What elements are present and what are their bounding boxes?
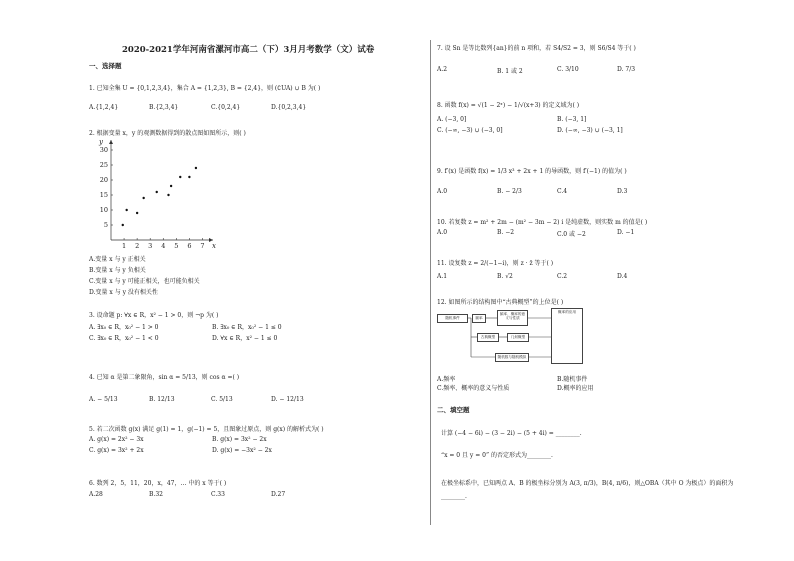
x-tick-label: 1	[121, 242, 127, 250]
section-choice-heading: 一、选择题	[89, 62, 122, 70]
box-meaning: 频率、概率的意义与性质	[497, 310, 528, 326]
scatter-point	[142, 197, 144, 199]
q2-opt-a: A.变量 x 与 y 正相关	[89, 256, 146, 263]
q5-opt-d: D. g(x) = −3x² − 2x	[212, 447, 272, 454]
q11-opt-a: A.1	[437, 273, 448, 280]
column-divider	[430, 40, 431, 525]
scatter-point	[167, 194, 169, 196]
y-tick-label: 10	[99, 206, 108, 215]
box-random-simulation: 随机数与随机模拟	[495, 353, 529, 362]
box-random-event: 随机事件	[437, 314, 468, 323]
q1-opt-d: D.{0,2,3,4}	[271, 104, 307, 111]
y-axis-label: y	[99, 138, 103, 146]
q7-opt-d: D. 7/3	[617, 66, 636, 73]
scatter-point	[125, 209, 127, 211]
q3-stem: 3. 设命题 p: ∀x ∈ R，x² − 1 > 0，则 ¬p 为( )	[89, 312, 219, 319]
q1-opt-b: B.{2,3,4}	[149, 104, 179, 111]
x-tick-label: 7	[200, 242, 205, 250]
q8-stem: 8. 函数 f(x) = √(1 − 2ˣ) − 1/√(x+3) 的定义域为( )	[437, 102, 580, 109]
scatter-point	[179, 176, 181, 178]
q10-stem: 10. 若复数 z = m² + 2m − (m² − 3m − 2) i 是纯虚数，则实数 m 的值是( )	[437, 219, 648, 226]
box-geometric-model: 几何概型	[507, 333, 529, 342]
q8-opt-c: C. (−∞, −3) ∪ (−3, 0]	[437, 127, 503, 134]
q2-stem: 2. 根据变量 x，y 的观测数据得到的散点图如图所示，则( )	[89, 130, 246, 137]
structure-diagram	[437, 305, 587, 370]
fill1-stem: 计算 (−4 − 6i) − (3 − 2i) − (5 + 4i) = ________.	[441, 430, 582, 437]
q5-opt-a: A. g(x) = 2x² − 3x	[89, 436, 144, 443]
q4-opt-b: B. 12/13	[149, 396, 175, 403]
scatter-point	[122, 224, 124, 226]
q11-opt-d: D.4	[617, 273, 628, 280]
q1-stem: 1. 已知全集 U = {0,1,2,3,4}，集合 A = {1,2,3}, B = {2,4}，则 (∁UA) ∪ B 为( )	[89, 85, 321, 92]
x-tick-label: 6	[187, 242, 192, 250]
q10-opt-a: A.0	[437, 229, 448, 236]
q12-opt-c: C.频率、概率的意义与性质	[437, 385, 510, 392]
q7-stem: 7. 设 Sn 是等比数列{an}的前 n 项和，若 S4/S2 = 3，则 S6/S4 等于( )	[437, 45, 636, 52]
q7-opt-a: A.2	[437, 66, 448, 73]
q5-stem: 5. 若二次函数 g(x) 满足 g(1) = 1，g(−1) = 5，且图象过原点，则 g(x) 的解析式为( )	[89, 426, 324, 433]
q10-opt-c: C.0 或 −2	[557, 231, 586, 238]
q6-opt-a: A.28	[89, 491, 103, 498]
q12-stem: 12. 如图所示的结构图中“古典概型”的上位是( )	[437, 299, 564, 306]
x-tick-label: 4	[161, 242, 166, 250]
q9-opt-c: C.4	[557, 188, 568, 195]
box-frequency: 频率	[472, 314, 486, 323]
scatter-point	[156, 191, 158, 193]
scatter-plot	[89, 136, 219, 251]
section-fill-heading: 二、填空题	[437, 406, 470, 414]
q11-opt-b: B. √2	[497, 273, 513, 280]
q4-opt-a: A. − 5/13	[89, 396, 118, 403]
q6-stem: 6. 数列 2，5，11，20，x，47，… 中的 x 等于( )	[89, 480, 227, 487]
x-tick-label: 5	[174, 242, 179, 250]
x-tick-label: 2	[135, 242, 140, 250]
q3-opt-a: A. ∃x₀ ∈ R，x₀² − 1 > 0	[89, 324, 159, 331]
scatter-point	[136, 212, 138, 214]
y-tick-label: 20	[99, 176, 108, 185]
box-classic-model: 古典概型	[477, 333, 499, 342]
q5-opt-b: B. g(x) = 3x² − 2x	[212, 436, 267, 443]
y-tick-label: 25	[99, 161, 108, 170]
q2-opt-c: C.变量 x 与 y 可能正相关，也可能负相关	[89, 278, 200, 285]
y-tick-label: 5	[103, 221, 108, 230]
q1-opt-c: C.{0,2,4}	[211, 104, 241, 111]
q9-stem: 9. f′(x) 是函数 f(x) = 1/3 x³ + 2x + 1 的导函数，则 f′(−1) 的值为( )	[437, 168, 627, 175]
q3-opt-b: B. ∃x₀ ∈ R，x₀² − 1 ≤ 0	[212, 324, 282, 331]
x-axis-label: x	[212, 242, 216, 250]
q2-opt-d: D.变量 x 与 y 没有相关性	[89, 289, 158, 296]
x-tick-label: 3	[148, 242, 153, 250]
q12-opt-a: A.频率	[437, 376, 456, 383]
q12-opt-b: B.随机事件	[557, 376, 588, 383]
q1-opt-a: A.{1,2,4}	[89, 104, 119, 111]
q6-opt-c: C.33	[211, 491, 225, 498]
box-application: 概率的应用	[551, 308, 583, 364]
q10-opt-d: D. −1	[617, 229, 635, 236]
q6-opt-b: B.32	[149, 491, 163, 498]
q4-opt-d: D. − 12/13	[271, 396, 304, 403]
q8-opt-a: A. (−3, 0]	[437, 116, 467, 123]
q7-opt-c: C. 3/10	[557, 66, 579, 73]
q9-opt-b: B. − 2/3	[497, 188, 522, 195]
scatter-point	[170, 185, 172, 187]
exam-title: 2020-2021学年河南省漯河市高二（下）3月月考数学（文）试卷	[122, 45, 375, 55]
y-tick-label: 15	[99, 191, 108, 200]
q10-opt-b: B. −2	[497, 229, 515, 236]
y-tick-label: 30	[99, 146, 108, 155]
q7-opt-b: B. 1 或 2	[497, 68, 523, 75]
y-axis-arrow	[109, 140, 113, 144]
q9-opt-d: D.3	[617, 188, 628, 195]
q4-stem: 4. 已知 α 是第二象限角，sin α = 5/13，则 cos α =( )	[89, 374, 240, 381]
q8-opt-d: D. (−∞, −3) ∪ (−3, 1]	[557, 127, 623, 134]
fill3-stem: 在极坐标系中，已知两点 A、B 的极坐标分别为 A(3, π/3)，B(4, π/6)，则△OBA（其中 O 为极点）的面积为	[441, 480, 734, 487]
fill3-blank: ________.	[441, 493, 467, 500]
q3-opt-c: C. ∃x₀ ∈ R，x₀² − 1 < 0	[89, 335, 159, 342]
fill2-stem: “x = 0 且 y = 0” 的否定形式为________.	[441, 452, 553, 459]
scatter-point	[195, 167, 197, 169]
q3-opt-d: D. ∀x ∈ R，x² − 1 ≤ 0	[212, 335, 278, 342]
q5-opt-c: C. g(x) = 3x² + 2x	[89, 447, 144, 454]
q4-opt-c: C. 5/13	[211, 396, 233, 403]
q9-opt-a: A.0	[437, 188, 448, 195]
q2-opt-b: B.变量 x 与 y 负相关	[89, 267, 146, 274]
q12-opt-d: D.概率的应用	[557, 385, 594, 392]
q11-stem: 11. 设复数 z = 2/(−1−i)，则 z · z̄ 等于( )	[437, 260, 554, 267]
q6-opt-d: D.27	[271, 491, 286, 498]
q11-opt-c: C.2	[557, 273, 568, 280]
q8-opt-b: B. (−3, 1]	[557, 116, 587, 123]
scatter-point	[188, 176, 190, 178]
